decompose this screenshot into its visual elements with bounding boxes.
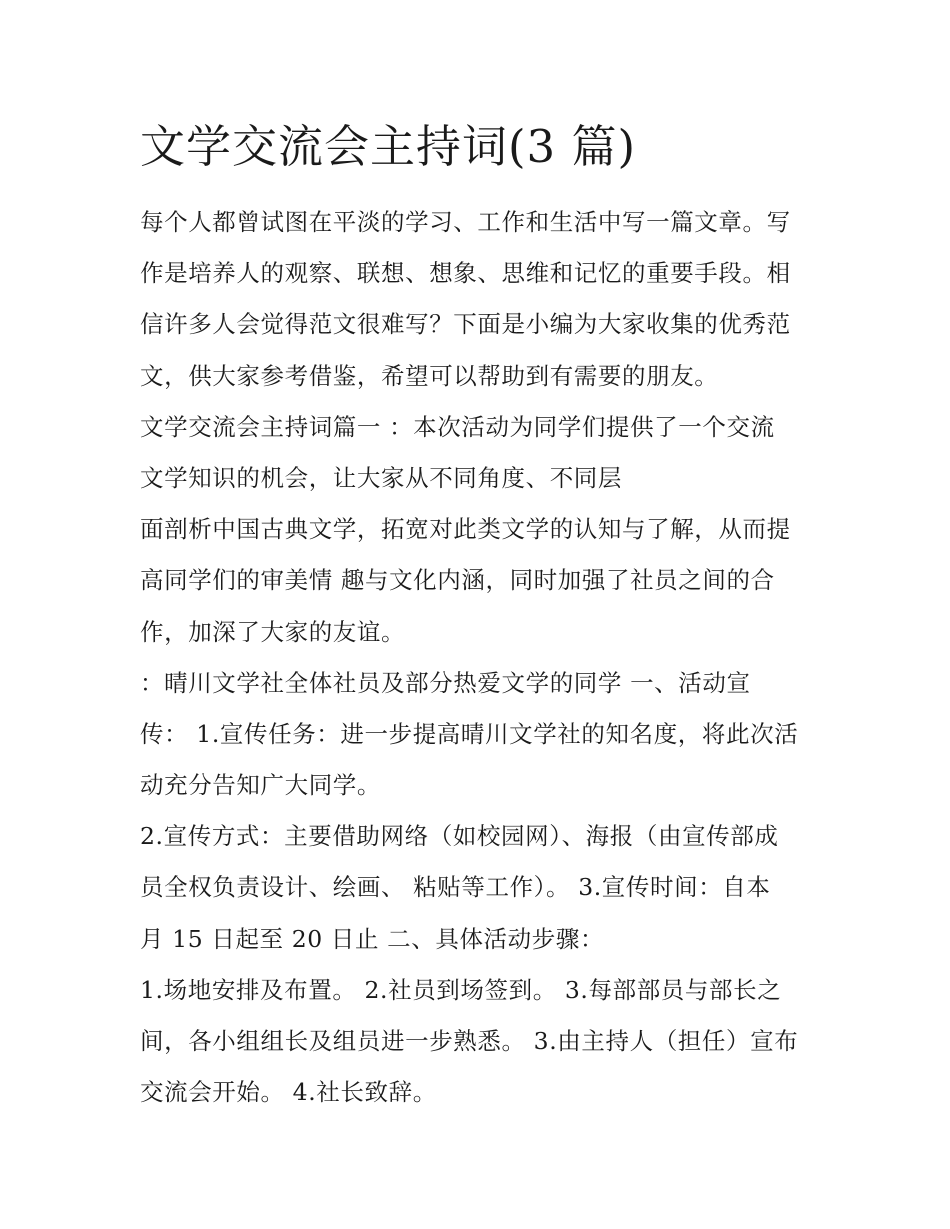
body-line: 文学知识的机会，让大家从不同角度、不同层 (140, 463, 622, 492)
body-line: 月 15 日起至 20 日止 二、具体活动步骤： (140, 924, 605, 953)
body-line: 高同学们的审美情 趣与文化内涵，同时加强了社员之间的合 (140, 566, 775, 595)
document-title: 文学交流会主持词(3 篇) (140, 120, 637, 173)
body-line: 面剖析中国古典文学，拓宽对此类文学的认知与了解，从而提 (140, 515, 791, 544)
body-line: 2.宣传方式：主要借助网络（如校园网）、海报（由宣传部成 (140, 822, 779, 851)
body-line: 传： 1.宣传任务：进一步提高晴川文学社的知名度，将此次活 (140, 719, 799, 748)
body-line: 文学交流会主持词篇一 ：本次活动为同学们提供了一个交流 (140, 412, 775, 441)
body-line: 作是培养人的观察、联想、想象、思维和记忆的重要手段。相 (140, 259, 791, 288)
body-line: 动充分告知广大同学。 (140, 771, 381, 800)
body-line: 间，各小组组长及组员进一步熟悉。 3.由主持人（担任）宣布 (140, 1027, 799, 1055)
body-line: 作，加深了大家的友谊。 (140, 617, 406, 646)
body-line: 文，供大家参考借鉴，希望可以帮助到有需要的朋友。 (140, 361, 719, 390)
body-line: 员全权负责设计、绘画、 粘贴等工作）。 3.宣传时间：自本 (140, 873, 771, 902)
body-line: ：晴川文学社全体社员及部分热爱文学的同学 一、活动宣 (140, 668, 751, 697)
body-line: 信许多人会觉得范文很难写？下面是小编为大家收集的优秀范 (140, 310, 791, 339)
body-line: 交流会开始。 4.社长致辞。 (140, 1078, 437, 1107)
document-body (140, 197, 820, 1118)
body-line: 每个人都曾试图在平淡的学习、工作和生活中写一篇文章。写 (140, 208, 791, 236)
body-line: 1.场地安排及布置。 2.社员到场签到。 3.每部部员与部长之 (140, 975, 782, 1004)
